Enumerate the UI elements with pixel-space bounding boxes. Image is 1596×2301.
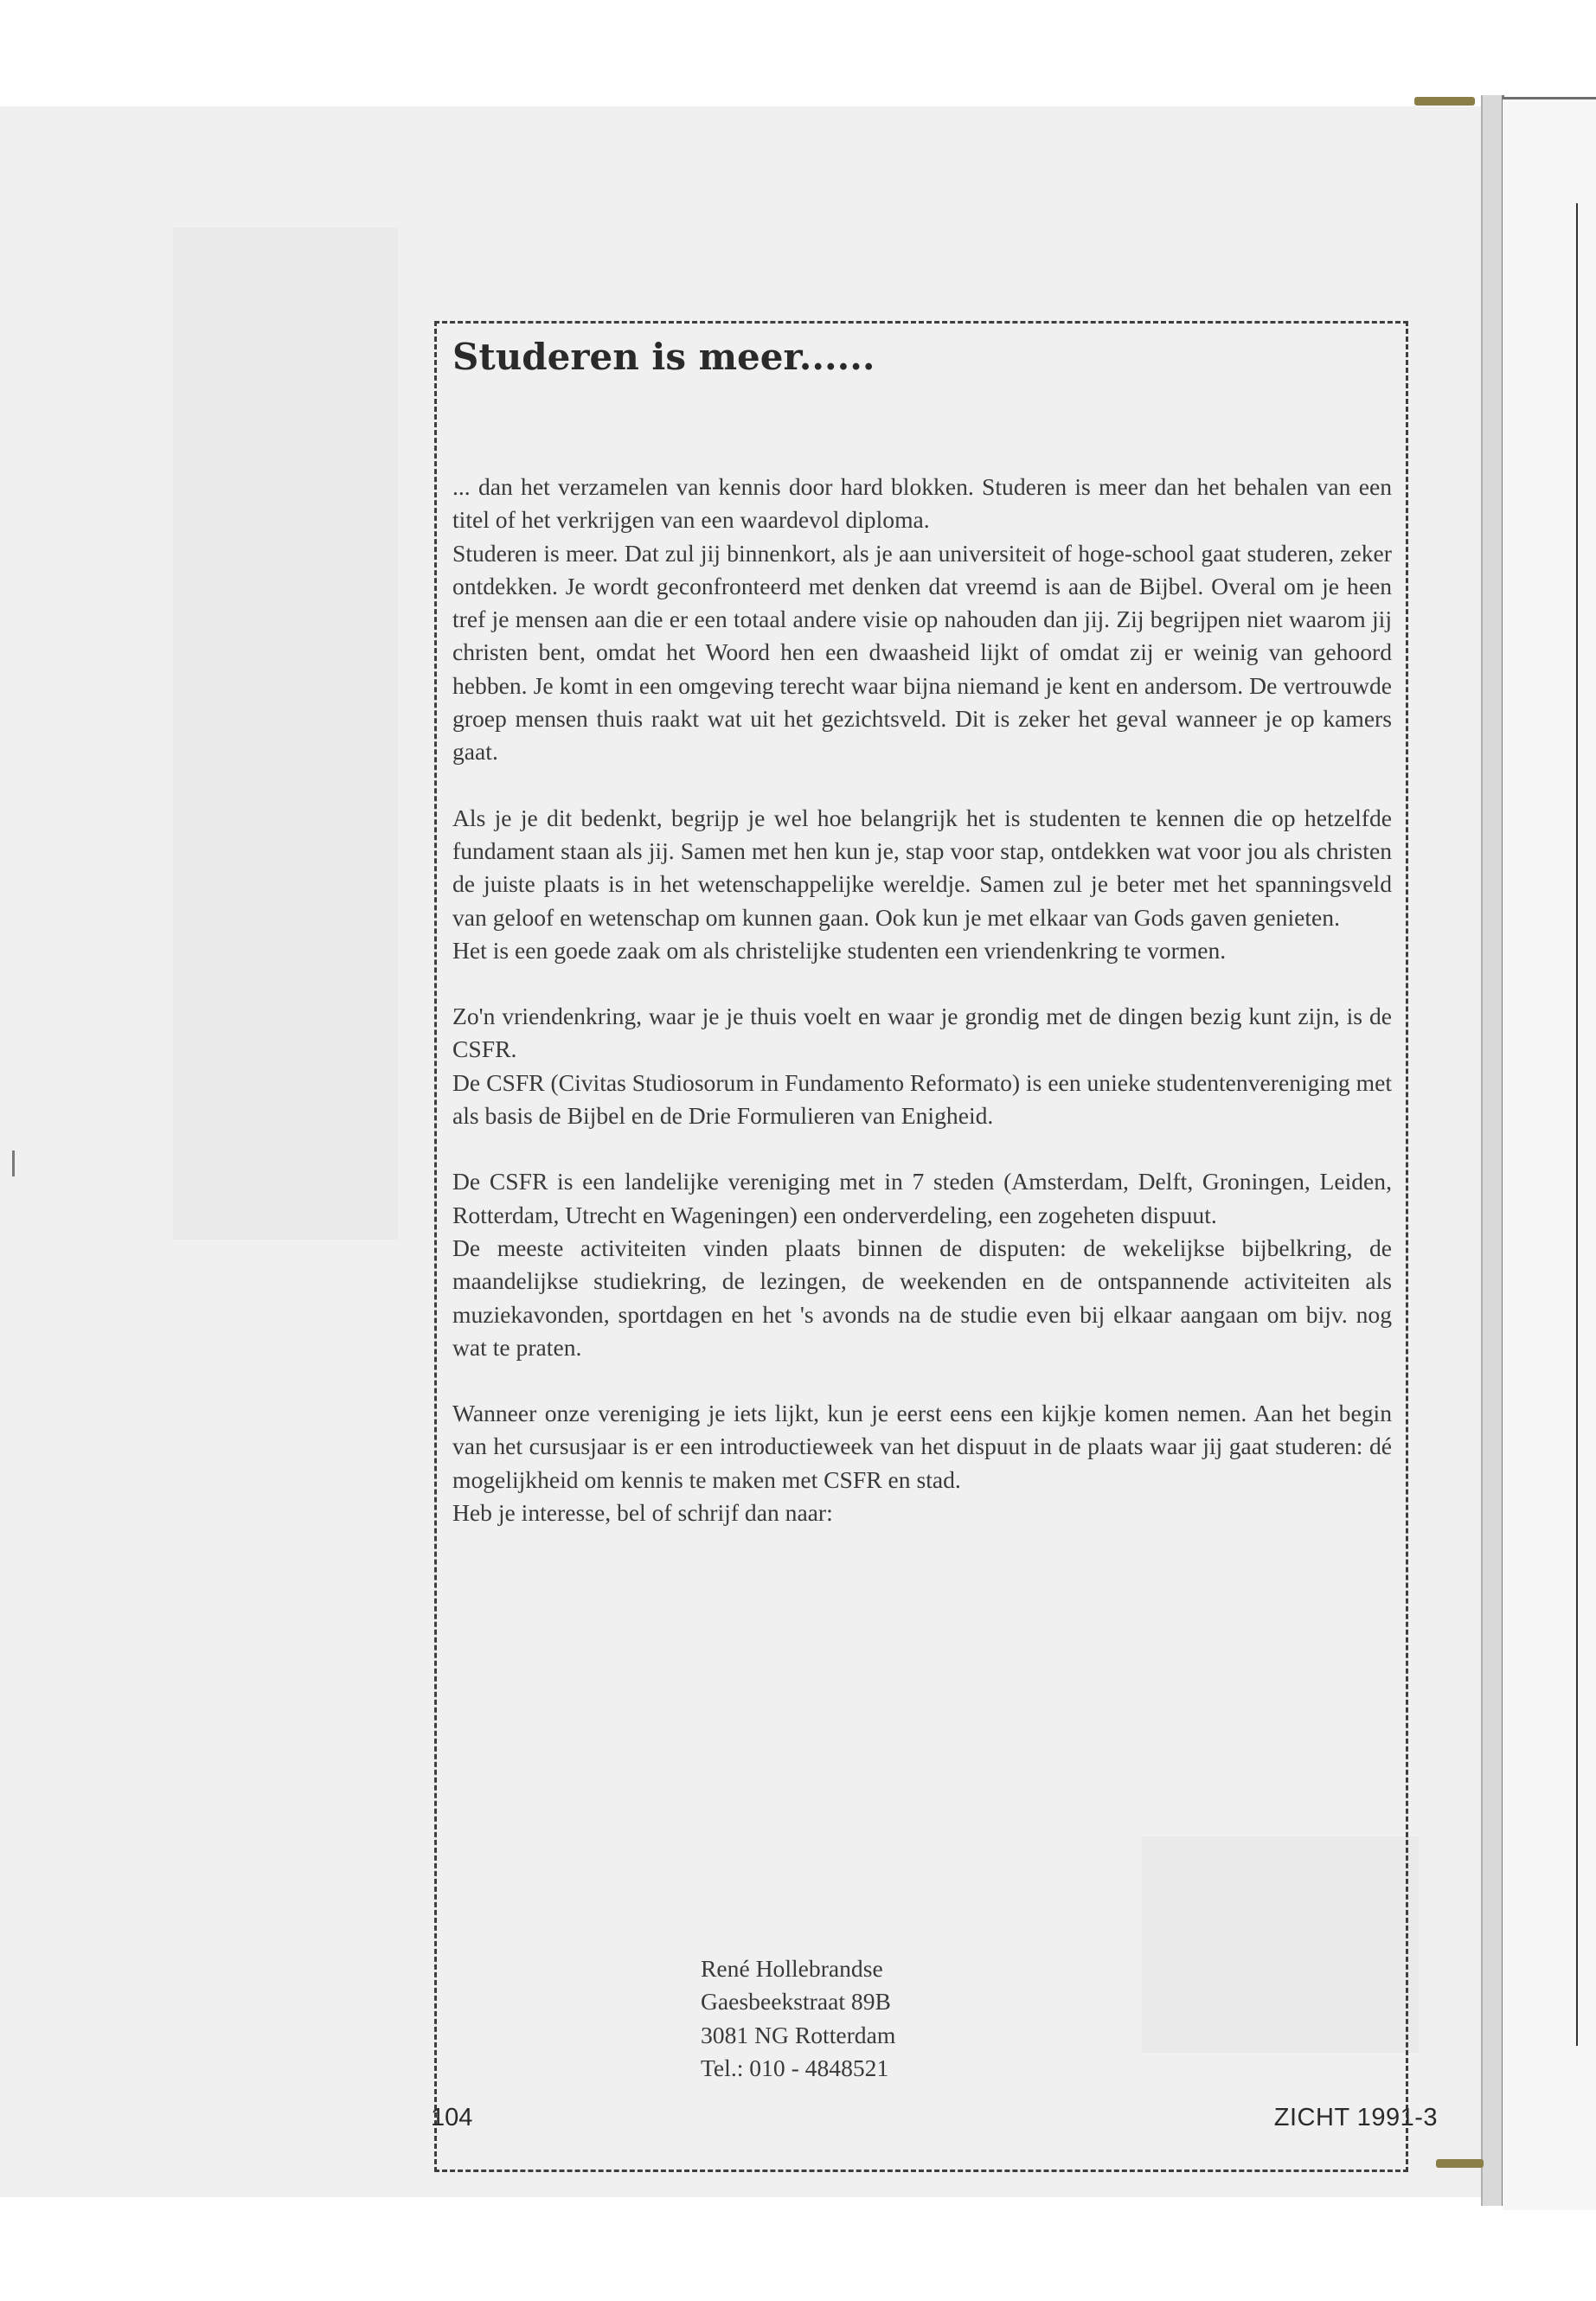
scan-edge-mark — [12, 1150, 15, 1176]
journal-issue: ZICHT 1991-3 — [1273, 2104, 1438, 2131]
contact-city: 3081 NG Rotterdam — [701, 2021, 896, 2048]
paragraph: Heb je interesse, bel of schrijf dan naar: — [452, 1499, 833, 1527]
article-box — [434, 321, 1408, 2172]
binding-mark-bottom — [1436, 2159, 1484, 2168]
adjacent-page-edge — [1503, 97, 1596, 2210]
adjacent-page-rule — [1576, 203, 1578, 2046]
paragraph: De meeste activiteiten vinden plaats binnen de disputen: de wekelijkse bijbelkring, de maandelijkse studiekring, de lezingen, de weekenden en de ontspannende activiteiten als muziekavonden, sportdagen en het 's avonds na de studie even bij elkaar aangaan om bijv. nog wat te praten. — [452, 1234, 1392, 1361]
paragraph: De CSFR (Civitas Studiosorum in Fundamento Reformato) is een unieke studentenvereniging met als basis de Bijbel en de Drie Formulieren van Enigheid. — [452, 1068, 1392, 1130]
page-number: 104 — [431, 2104, 473, 2131]
contact-name: René Hollebrandse — [701, 1955, 883, 1982]
contact-street: Gaesbeekstraat 89B — [701, 1988, 891, 2016]
contact-phone: Tel.: 010 - 4848521 — [701, 2054, 889, 2081]
paragraph: Het is een goede zaak om als christelijke studenten een vriendenkring te vormen. — [452, 936, 1227, 964]
paragraph: Zo'n vriendenkring, waar je je thuis voelt en waar je grondig met de dingen bezig kunt zijn, is de CSFR. — [452, 1003, 1392, 1063]
paragraph: Als je je dit bedenkt, begrijp je wel hoe belangrijk het is studenten te kennen die op hetzelfde fundament staan als jij. Samen met hen kun je, stap voor stap, ontdekken wat voor jou als christen de juiste plaats is in het wetenschappelijke wereldje. Samen zul je beter met het spanningsveld van geloof en wetenschap om kunnen gaan. Ook kun je met elkaar van Gods gaven genieten. — [452, 804, 1392, 931]
paragraph: Wanneer onze vereniging je iets lijkt, kun je eerst eens een kijkje komen nemen. Aan het begin van het cursusjaar is er een introductieweek van het dispuut in de plaats waar jij gaat studeren: dé mogelijkheid om kennis te maken met CSFR en stad. — [452, 1400, 1392, 1493]
book-spine — [1481, 95, 1504, 2206]
paragraph: ... dan het verzamelen van kennis door hard blokken. Studeren is meer dan het behalen van een titel of het verkrijgen van een waardevol diploma. — [452, 473, 1392, 534]
binding-mark-top — [1414, 97, 1475, 106]
article-body — [452, 471, 1392, 1529]
paragraph: De CSFR is een landelijke vereniging met in 7 steden (Amsterdam, Delft, Groningen, Leiden, Rotterdam, Utrecht en Wageningen) een onderverdeling, een zogeheten dispuut. — [452, 1168, 1392, 1228]
contact-address — [701, 1952, 895, 2085]
paragraph: Studeren is meer. Dat zul jij binnenkort, als je aan universiteit of hoge-school gaat studeren, zeker ontdekken. Je wordt geconfronteerd met denken dat vreemd is aan de Bijbel. Overal om je heen tref je mensen aan die er een totaal andere visie op nahouden dan jij. Zij begrijpen niet waarom jij christen bent, omdat het Woord hen een dwaasheid lijkt of omdat zij er weinig van gehoord hebben. Je komt in een omgeving terecht waar bijna niemand je kent en andersom. De vertrouwde groep mensen thuis raakt wat uit het gezichtsveld. Dit is zeker het geval wanneer je op kamers gaat. — [452, 539, 1392, 766]
bleed-through-left — [173, 228, 398, 1240]
article-title: Studeren is meer...... — [452, 336, 875, 378]
magazine-page — [0, 106, 1481, 2197]
